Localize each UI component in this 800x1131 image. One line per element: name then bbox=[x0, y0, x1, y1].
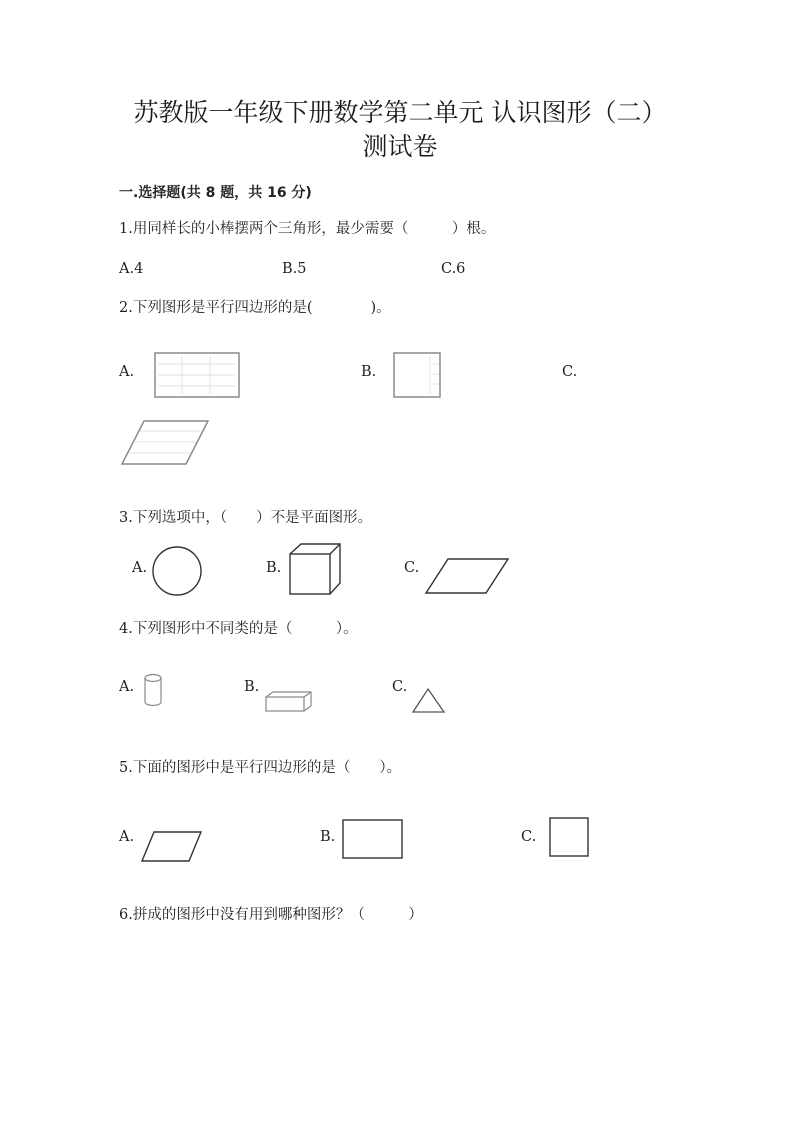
question-6-text: 6.拼成的图形中没有用到哪种图形？（ ） bbox=[119, 907, 423, 923]
q5-square-figure bbox=[549, 817, 591, 859]
question-4-text: 4.下列图形中不同类的是（ ）。 bbox=[119, 621, 358, 637]
q2-option-a: A. bbox=[119, 364, 135, 380]
q3-cube-figure bbox=[288, 542, 344, 598]
q3-option-a: A. bbox=[132, 560, 148, 576]
q1-option-c: C.6 bbox=[441, 261, 466, 277]
q2-rectangle-figure bbox=[154, 352, 242, 400]
q3-option-c: C. bbox=[404, 560, 420, 576]
q2-square-figure bbox=[393, 352, 443, 400]
q5-option-c: C. bbox=[521, 829, 537, 845]
q3-parallelogram-figure bbox=[424, 557, 512, 597]
q3-option-b: B. bbox=[266, 560, 282, 576]
q5-option-b: B. bbox=[320, 829, 336, 845]
section-heading: 一.选择题(共 8 题，共 16 分) bbox=[119, 185, 312, 201]
q5-rectangle-figure bbox=[342, 819, 404, 861]
q1-option-b: B.5 bbox=[282, 261, 307, 277]
question-3-text: 3.下列选项中，（ ）不是平面图形。 bbox=[119, 510, 373, 526]
page-title: 苏教版一年级下册数学第二单元 认识图形（二） bbox=[133, 98, 667, 127]
question-5-text: 5.下面的图形中是平行四边形的是（ ）。 bbox=[119, 760, 402, 776]
q1-option-a: A.4 bbox=[119, 261, 144, 277]
q4-option-b: B. bbox=[244, 679, 260, 695]
question-2-text: 2.下列图形是平行四边形的是( )。 bbox=[119, 300, 391, 316]
question-1-text: 1.用同样长的小棒摆两个三角形，最少需要（ ）根。 bbox=[119, 221, 496, 237]
q5-option-a: A. bbox=[119, 829, 135, 845]
q3-circle-figure bbox=[151, 545, 203, 597]
q5-parallelogram-figure bbox=[140, 830, 204, 864]
q4-triangle-figure bbox=[411, 687, 447, 715]
q4-cuboid-figure bbox=[264, 690, 314, 714]
q4-option-c: C. bbox=[392, 679, 408, 695]
q4-cylinder-figure bbox=[143, 673, 165, 709]
q2-parallelogram-figure bbox=[120, 419, 212, 467]
page-title-line2: 测试卷 bbox=[362, 132, 438, 161]
q2-option-c: C. bbox=[562, 364, 578, 380]
q2-option-b: B. bbox=[361, 364, 377, 380]
q4-option-a: A. bbox=[119, 679, 135, 695]
